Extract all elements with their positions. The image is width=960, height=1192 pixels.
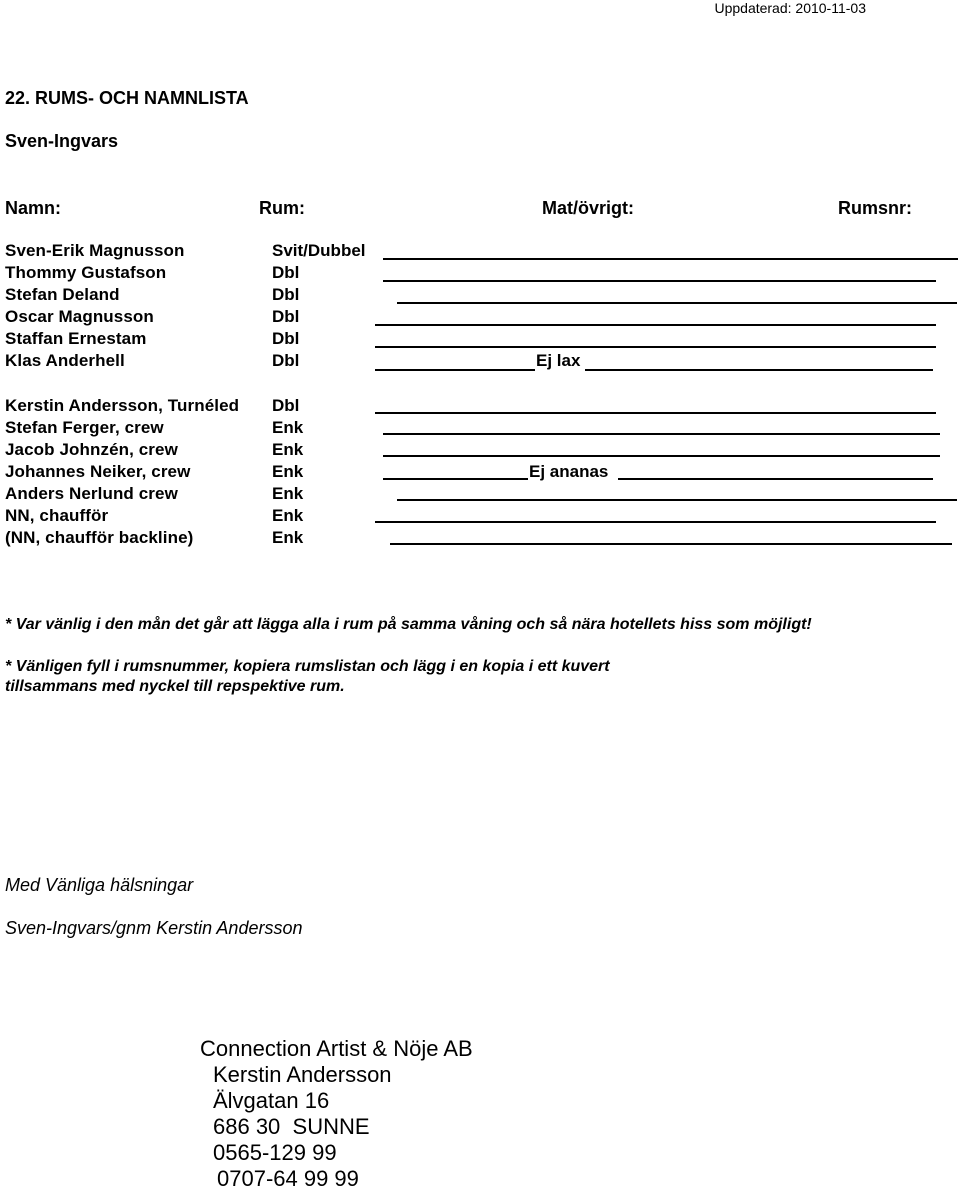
guest-name: Stefan Ferger, crew	[5, 418, 164, 437]
header-food: Mat/övrigt:	[542, 198, 634, 218]
closing-signature: Sven-Ingvars/gnm Kerstin Andersson	[5, 918, 303, 938]
guest-name: Klas Anderhell	[5, 351, 125, 370]
fill-in-line	[383, 478, 528, 480]
guest-name: Kerstin Andersson, Turnéled	[5, 396, 240, 415]
street-address: Älvgatan 16	[213, 1088, 330, 1113]
note-line-1: * Var vänlig i den mån det går att lägga alla i rum på samma våning och så nära hotellets hiss som möjligt!	[5, 616, 812, 633]
guest-name: Johannes Neiker, crew	[5, 462, 191, 481]
fill-in-line	[585, 369, 933, 371]
mobile-number: 0707-64 99 99	[217, 1166, 359, 1191]
guest-name: Anders Nerlund crew	[5, 484, 178, 503]
room-type: Enk	[272, 440, 304, 459]
closing-greeting: Med Vänliga hälsningar	[5, 875, 194, 895]
guest-name: Stefan Deland	[5, 285, 120, 304]
company-name: Connection Artist & Nöje AB	[200, 1036, 473, 1061]
room-type: Enk	[272, 528, 304, 547]
contact-person: Kerstin Andersson	[213, 1062, 392, 1087]
header-room-number: Rumsnr:	[838, 198, 913, 218]
postal-address: 686 30 SUNNE	[213, 1114, 370, 1139]
room-type: Enk	[272, 484, 304, 503]
guest-name: NN, chaufför	[5, 506, 109, 525]
fill-in-line	[383, 433, 940, 435]
fill-in-line	[383, 280, 936, 282]
updated-date: Uppdaterad: 2010-11-03	[714, 0, 866, 16]
guest-name: Jacob Johnzén, crew	[5, 440, 178, 459]
header-name: Namn:	[5, 198, 62, 218]
room-type: Dbl	[272, 263, 300, 282]
fill-in-line	[383, 455, 940, 457]
fill-in-line	[383, 258, 958, 260]
room-type: Svit/Dubbel	[272, 241, 366, 260]
fill-in-line	[397, 302, 957, 304]
note-line-3: tillsammans med nyckel till repspektive rum.	[5, 678, 345, 695]
note-line-2: * Vänligen fyll i rumsnummer, kopiera rumslistan och lägg i en kopia i ett kuvert	[5, 658, 610, 675]
guest-name: Staffan Ernestam	[5, 329, 147, 348]
fill-in-line	[375, 369, 535, 371]
fill-in-line	[375, 521, 936, 523]
room-type: Dbl	[272, 351, 300, 370]
phone-number: 0565-129 99	[213, 1140, 337, 1165]
guest-name: (NN, chaufför backline)	[5, 528, 194, 547]
room-type: Enk	[272, 418, 304, 437]
diet-note: Ej ananas	[529, 462, 609, 481]
guest-name: Thommy Gustafson	[5, 263, 167, 282]
fill-in-line	[618, 478, 933, 480]
fill-in-line	[390, 543, 952, 545]
room-type: Dbl	[272, 329, 300, 348]
fill-in-line	[375, 412, 936, 414]
document-subtitle: Sven-Ingvars	[5, 131, 119, 151]
fill-in-line	[375, 324, 936, 326]
fill-in-line	[375, 346, 936, 348]
room-type: Enk	[272, 462, 304, 481]
room-type: Dbl	[272, 307, 300, 326]
guest-name: Sven-Erik Magnusson	[5, 241, 185, 260]
guest-name: Oscar Magnusson	[5, 307, 154, 326]
room-type: Dbl	[272, 285, 300, 304]
header-room: Rum:	[259, 198, 305, 218]
room-type: Dbl	[272, 396, 300, 415]
document-title: 22. RUMS- OCH NAMNLISTA	[5, 88, 249, 108]
room-type: Enk	[272, 506, 304, 525]
fill-in-line	[397, 499, 957, 501]
diet-note: Ej lax	[536, 351, 581, 370]
